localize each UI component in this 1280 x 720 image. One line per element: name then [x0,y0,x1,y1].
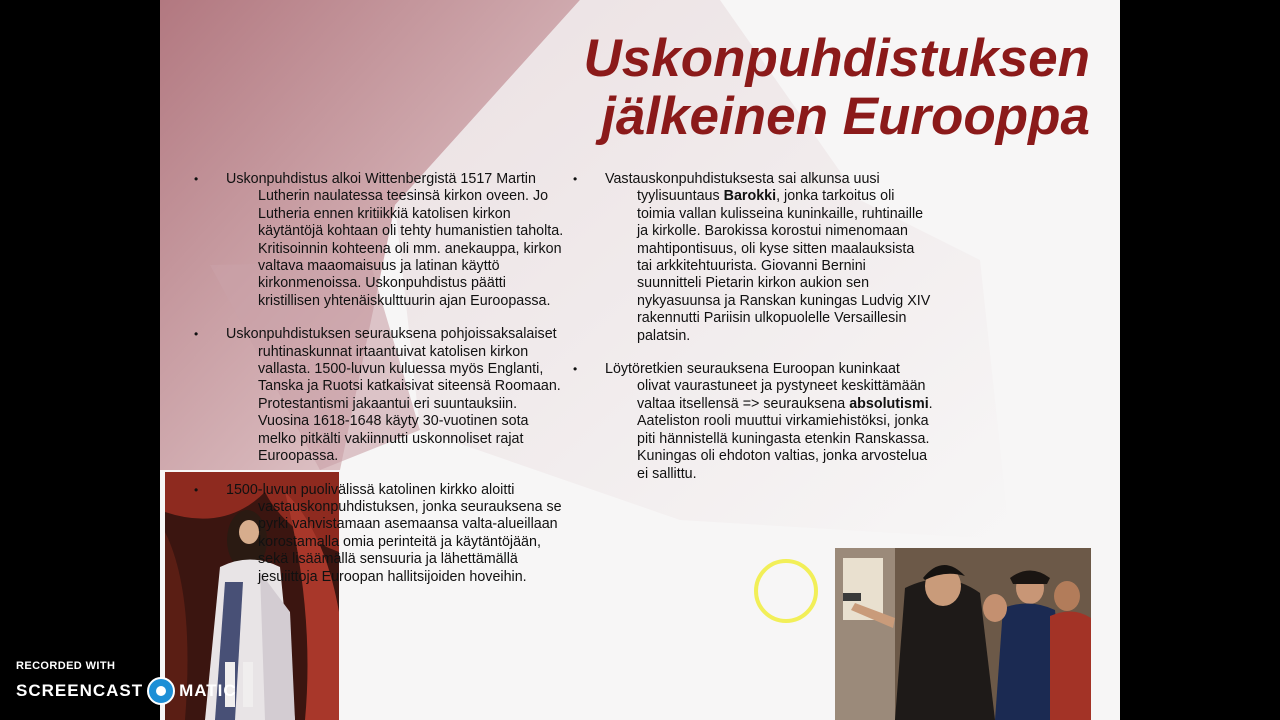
watermark-brand [16,677,237,705]
screencast-logo-icon [147,677,175,705]
bullet-right-1-pre: Vastauskonpuhdistuksesta sai alkunsa uusi tyylisuuntaus [605,171,880,205]
slide-title [470,30,1090,146]
screencast-watermark [16,660,237,705]
watermark-brand-left: SCREENCAST [16,681,144,700]
barokki-term: Barokki [723,188,777,205]
title-line-1: Uskonpuhdistuksen [583,29,1090,88]
watermark-brand-right: MATIC [179,681,237,700]
watermark-recorded-with: RECORDED WITH [16,660,116,672]
bullet-left-3: • 1500-luvun puolivälissä katolinen kirkko aloitti vastauskonpuhdistuksen, jonka seurauksena se pyrki vahvistamaan asemaansa valta-alueillaan korostamalla omia perinteitä ja käytäntöjään, sekä lisäämällä sensuuria ja lähettämällä jesuiittoja Euroopan hallitsijoiden hoveihin. [208,482,566,586]
right-text-column [587,171,933,499]
bullet-left-2: • Uskonpuhdistuksen seurauksena pohjoissaksalaiset ruhtinaskunnat irtaantuivat katolisen kirkon vallasta. 1500-luvun kuluessa myös Englanti, Tanska ja Ruotsi katkaisivat siteensä Roomaan. Protestantismi jakaantui eri suuntauksiin. Vuosina 1618-1648 käyty 30-vuotinen sota melko pitkälti vakiinnutti uskonnoliset rajat Euroopassa. [208,326,566,465]
bullet-right-1 [587,171,933,345]
bullet-right-2 [587,361,933,483]
luther-theses-painting-image [835,548,1091,720]
title-line-2: jälkeinen Eurooppa [601,87,1090,146]
bullet-left-1: • Uskonpuhdistus alkoi Wittenbergistä 1517 Martin Lutherin naulatessa teesinsä kirkon oveen. Jo Lutheria ennen kritiikkiä katolisen kirkon käytäntöjä kohtaan oli tehty humanistien taholta. Kritisoinnin kohteena oli mm. anekauppa, kirkon valtava maaomaisuus ja latinan käyttö kirkonmenoissa. Uskonpuhdistus päätti kristillisen yhtenäiskulttuurin ajan Euroopassa. [208,171,566,310]
bullet-right-2-post: . Aateliston rooli muuttui virkamiehistöksi, jonka piti hännistellä kuningasta etenkin Ranskassa. Kuningas oli ehdoton valtias, jonka arvostelua ei sallittu. [637,395,933,482]
bullet-right-1-post: , jonka tarkoitus oli toimia vallan kulisseina kuninkaille, ruhtinaille ja kirkolle. Barokissa korostui nimenomaan mahtipontisuus, oli kyse sitten maalauksista tai arkkitehtuurista. Giovanni Bernini suunnitteli Pietarin kirkon aukion sen nykyasuunsa ja Ranskan kuningas Ludvig XIV rakennutti Pariisin ulkopuolelle Versaillesin palatsin. [637,188,931,344]
bullet-right-2-pre: Löytöretkien seurauksena Euroopan kuninkaat olivat vaurastuneet ja pystyneet keskittämään valtaa itsellensä => seurauksena [605,361,926,412]
absolutismi-term: absolutismi [849,395,929,412]
left-text-column [208,171,566,602]
cursor-highlight-ring [754,559,818,623]
